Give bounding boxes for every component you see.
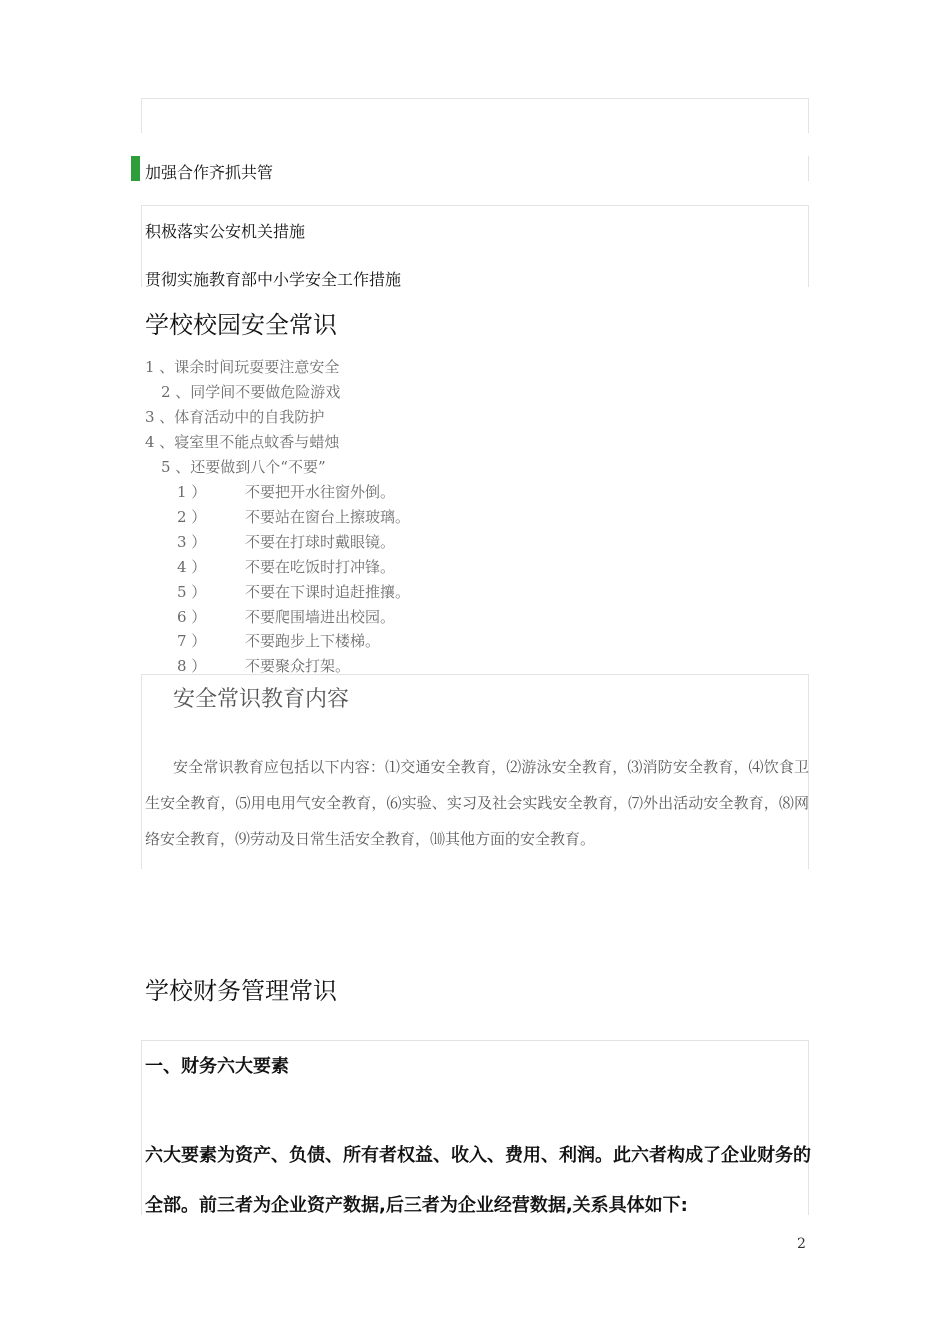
education-content-paragraph: 安全常识教育应包括以下内容：⑴交通安全教育，⑵游泳安全教育，⑶消防安全教育，⑷饮食卫生安全教育，⑸用电用气安全教育，⑹实验、实习及社会实践安全教育，⑺外出活动安全教育，⑻网络安全教育，⑼劳动及日常生活安全教育，⑽其他方面的安全教育。 [145, 758, 809, 848]
subitem-text: 不要站在窗台上擦玻璃。 [245, 508, 411, 526]
subitem-number: 8 ） [177, 657, 207, 675]
subitem-text: 不要爬围墙进出校园。 [245, 608, 396, 626]
list-item: 5 、还要做到八个“不要” [161, 458, 326, 476]
link-cooperation[interactable]: 加强合作齐抓共管 [145, 163, 274, 182]
subitem-number: 5 ） [177, 583, 207, 601]
divider-line [808, 156, 809, 181]
finance-section-heading: 一、财务六大要素 [145, 1056, 289, 1077]
finance-section-text: 六大要素为资产、负债、所有者权益、收入、费用、利润。此六者构成了企业财务的全部。前三者为企业资产数据,后三者为企业经营数据,关系具体如下: [145, 1145, 811, 1216]
subitem-text: 不要跑步上下楼梯。 [245, 632, 381, 650]
finance-title: 学校财务管理常识 [145, 977, 337, 1005]
subitem-number: 7 ） [177, 632, 207, 650]
subitem-number: 1 ） [177, 483, 207, 501]
top-blank-box [141, 98, 809, 133]
list-item: 1 、课余时间玩耍要注意安全 [145, 358, 340, 376]
education-content-title: 安全常识教育内容 [173, 687, 350, 712]
safety-title: 学校校园安全常识 [145, 311, 337, 339]
subitem-number: 3 ） [177, 533, 207, 551]
subitem-number: 2 ） [177, 508, 207, 526]
list-item: 3 、体育活动中的自我防护 [145, 408, 325, 426]
list-item: 2 、同学间不要做危险游戏 [161, 383, 341, 401]
subitem-text: 不要在吃饭时打冲锋。 [245, 558, 396, 576]
list-item: 4 、寝室里不能点蚊香与蜡烛 [145, 433, 340, 451]
subitem-text: 不要在下课时追赶推攘。 [245, 583, 411, 601]
subitem-text: 不要聚众打架。 [245, 657, 351, 675]
subitem-text: 不要把开水往窗外倒。 [245, 483, 396, 501]
link-education[interactable]: 贯彻实施教育部中小学安全工作措施 [145, 270, 402, 289]
subitem-number: 6 ） [177, 608, 207, 626]
green-accent-bar [131, 156, 140, 181]
link-police[interactable]: 积极落实公安机关措施 [145, 222, 306, 241]
subitem-text: 不要在打球时戴眼镜。 [245, 533, 396, 551]
page-number: 2 [797, 1236, 806, 1252]
subitem-number: 4 ） [177, 558, 207, 576]
